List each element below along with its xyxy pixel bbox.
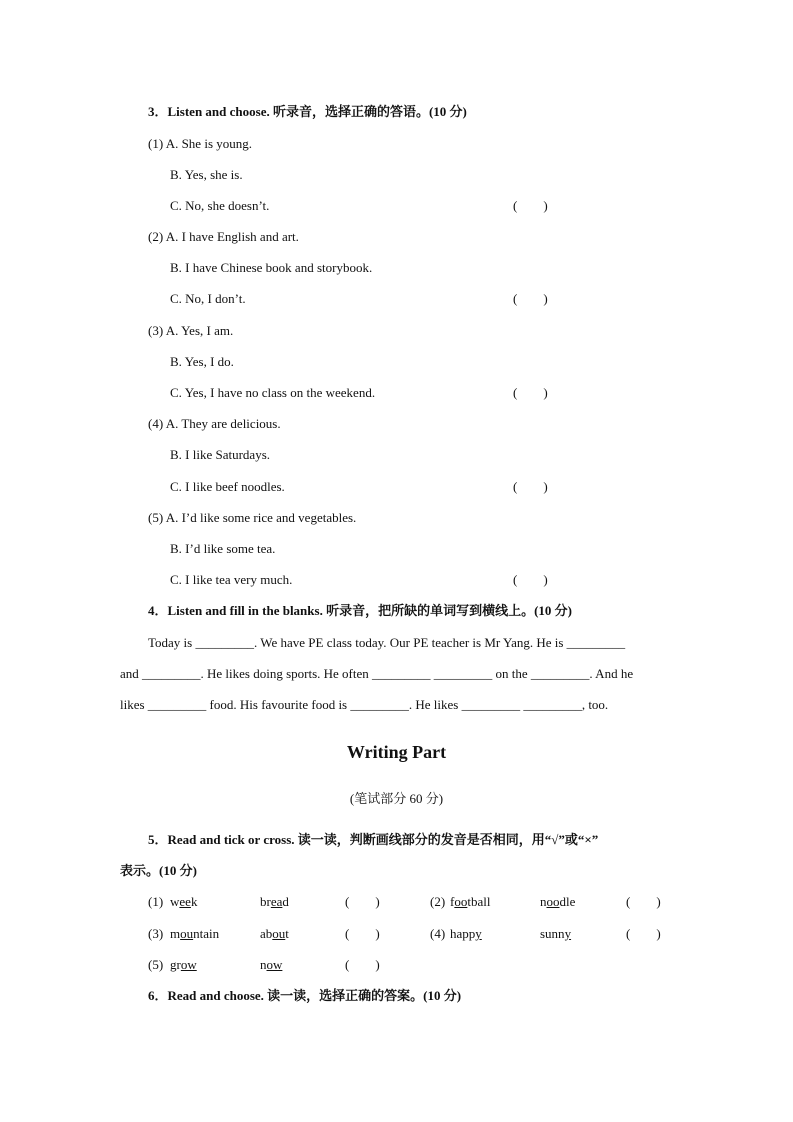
underlined-letters: y [564, 926, 572, 941]
q5-option-b: B. I’d like some tea. [170, 541, 276, 556]
q2-answer-paren: ( ) [513, 291, 548, 306]
item-5-number: (5) [148, 957, 164, 972]
q1-option-b: B. Yes, she is. [170, 167, 243, 182]
item-5-word-2: now [260, 957, 283, 972]
underlined-letters: y [475, 926, 482, 941]
item-2-word-2: noodle [540, 894, 576, 909]
q1-option-c: C. No, she doesn’t. [170, 198, 270, 213]
q3-answer-paren: ( ) [513, 385, 548, 400]
section3-heading: 3．Listen and choose. 听录音，选择正确的答语。(10 分) [148, 104, 467, 119]
q4-option-b: B. I like Saturdays. [170, 447, 271, 462]
underlined-letters: ou [180, 926, 194, 941]
item-5-word-1: grow [170, 957, 197, 972]
item-3-number: (3) [148, 926, 164, 941]
underlined-letters: oo [454, 894, 468, 909]
q5-answer-paren: ( ) [513, 572, 548, 587]
item-4-paren: ( ) [626, 926, 661, 941]
q3-option-c: C. Yes, I have no class on the weekend. [170, 385, 376, 400]
q5-option-a: (5) A. I’d like some rice and vegetables. [148, 510, 357, 525]
q4-option-a: (4) A. They are delicious. [148, 416, 281, 431]
item-4-word-1: happy [450, 926, 482, 941]
underlined-letters: ee [179, 894, 191, 909]
item-2-paren: ( ) [626, 894, 661, 909]
item-1-number: (1) [148, 894, 164, 909]
item-1-paren: ( ) [345, 894, 380, 909]
item-1-word-1: week [170, 894, 198, 909]
q2-option-c: C. No, I don’t. [170, 291, 246, 306]
q1-option-a: (1) A. She is young. [148, 136, 252, 151]
item-3-paren: ( ) [345, 926, 380, 941]
underlined-letters: ow [266, 957, 283, 972]
section6-heading: 6．Read and choose. 读一读，选择正确的答案。(10 分) [148, 988, 462, 1003]
item-5-paren: ( ) [345, 957, 380, 972]
section5-heading-line1: 5．Read and tick or cross. 读一读，判断画线部分的发音是否相同，用“√”或“×” [148, 832, 599, 847]
item-1-word-2: bread [260, 894, 289, 909]
item-3-word-1: mountain [170, 926, 220, 941]
fill-blank-line-1: Today is _________. We have PE class today. Our PE teacher is Mr Yang. He is _________ [148, 635, 626, 650]
q5-option-c: C. I like tea very much. [170, 572, 293, 587]
fill-blank-line-3: likes _________ food. His favourite food is _________. He likes _________ _________, too. [120, 697, 609, 712]
q3-option-b: B. Yes, I do. [170, 354, 234, 369]
q2-option-b: B. I have Chinese book and storybook. [170, 260, 373, 275]
section4-heading: 4．Listen and fill in the blanks. 听录音，把所缺的单词写到横线上。(10 分) [148, 603, 572, 618]
underlined-letters: ou [272, 926, 286, 941]
q4-option-c: C. I like beef noodles. [170, 479, 285, 494]
section5-heading-line2: 表示。(10 分) [120, 863, 197, 878]
item-4-number: (4) [430, 926, 446, 941]
fill-blank-line-2: and _________. He likes doing sports. He often _________ _________ on the _________. And he [120, 666, 634, 681]
q1-answer-paren: ( ) [513, 198, 548, 213]
item-2-number: (2) [430, 894, 446, 909]
q4-answer-paren: ( ) [513, 479, 548, 494]
underlined-letters: ea [270, 894, 283, 909]
item-4-word-2: sunny [540, 926, 572, 941]
underlined-letters: ow [180, 957, 197, 972]
q2-option-a: (2) A. I have English and art. [148, 229, 299, 244]
underlined-letters: oo [546, 894, 560, 909]
writing-part-subtitle: (笔试部分 60 分) [349, 791, 444, 806]
q3-option-a: (3) A. Yes, I am. [148, 323, 234, 338]
item-3-word-2: about [260, 926, 289, 941]
item-2-word-1: football [450, 894, 491, 909]
writing-part-title: Writing Part [346, 742, 447, 762]
